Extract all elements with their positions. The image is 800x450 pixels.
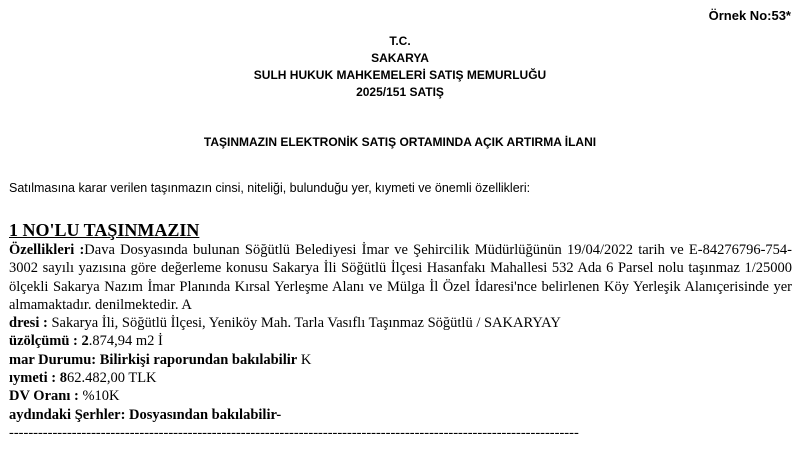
features-text: Dava Dosyasında bulunan Söğütlü Belediyesi İmar ve Şehircilik Müdürlüğünün 19/04/2022 tarih ve E-84276796-754-3002 sayılı yazısına göre değerleme konusu Sakarya İli Söğütlü İlçesi Hasanfakı Mahallesi 532 Ada 6 Parsel nolu taşınmaz 1/25000 ölçekli Sakarya Nazım İmar Planında Kırsal Yerleşme Alanı ve Mülga İl Özel İdaresi'nce belirlenen Köy Yerleşik Alanıçerisinde yer almamaktadır. denilmektedir. A bbox=[9, 242, 792, 313]
property-area bbox=[9, 332, 792, 350]
area-label: üzölçümü : 2 bbox=[9, 333, 89, 350]
vat-label: DV Oranı : bbox=[9, 388, 79, 405]
property-title: 1 NO'LU TAŞINMAZIN bbox=[9, 220, 200, 240]
property-address bbox=[9, 314, 792, 332]
document-header bbox=[0, 33, 800, 101]
property-features bbox=[9, 241, 792, 314]
header-tc: T.C. bbox=[389, 34, 411, 48]
area-text: .874,94 m2 İ bbox=[88, 333, 163, 350]
announcement-title: TAŞINMAZIN ELEKTRONİK SATIŞ ORTAMINDA AÇIK ARTIRMA İLANI bbox=[203, 135, 597, 149]
property-section bbox=[9, 219, 792, 442]
example-number: Örnek No:53* bbox=[708, 8, 791, 23]
separator-line: ---------------------------------------------------------------------------------------------------------------------- bbox=[9, 424, 579, 441]
property-annotations: aydındaki Şerhler: Dosyasından bakılabilir- bbox=[9, 406, 282, 423]
zoning-text: K bbox=[297, 351, 312, 368]
zoning-label: mar Durumu: Bilirkişi raporundan bakılabilir bbox=[9, 351, 298, 368]
property-zoning bbox=[9, 351, 792, 369]
header-case-number: 2025/151 SATIŞ bbox=[356, 85, 444, 99]
header-office: SULH HUKUK MAHKEMELERİ SATIŞ MEMURLUĞU bbox=[253, 68, 547, 82]
intro-text: Satılmasına karar verilen taşınmazın cinsi, niteliği, bulunduğu yer, kıymeti ve önemli özellikleri: bbox=[9, 181, 531, 195]
header-city: SAKARYA bbox=[371, 51, 429, 65]
property-vat bbox=[9, 387, 792, 405]
value-label: ıymeti : 8 bbox=[9, 370, 67, 387]
value-text: 62.482,00 TLK bbox=[66, 370, 157, 387]
address-text: Sakarya İli, Söğütlü İlçesi, Yeniköy Mah. Tarla Vasıflı Taşınmaz Söğütlü / SAKARYAY bbox=[47, 315, 561, 332]
property-value bbox=[9, 369, 792, 387]
features-label: Özellikleri : bbox=[9, 242, 85, 258]
address-label: dresi : bbox=[9, 315, 48, 332]
vat-text: %10K bbox=[78, 388, 120, 405]
